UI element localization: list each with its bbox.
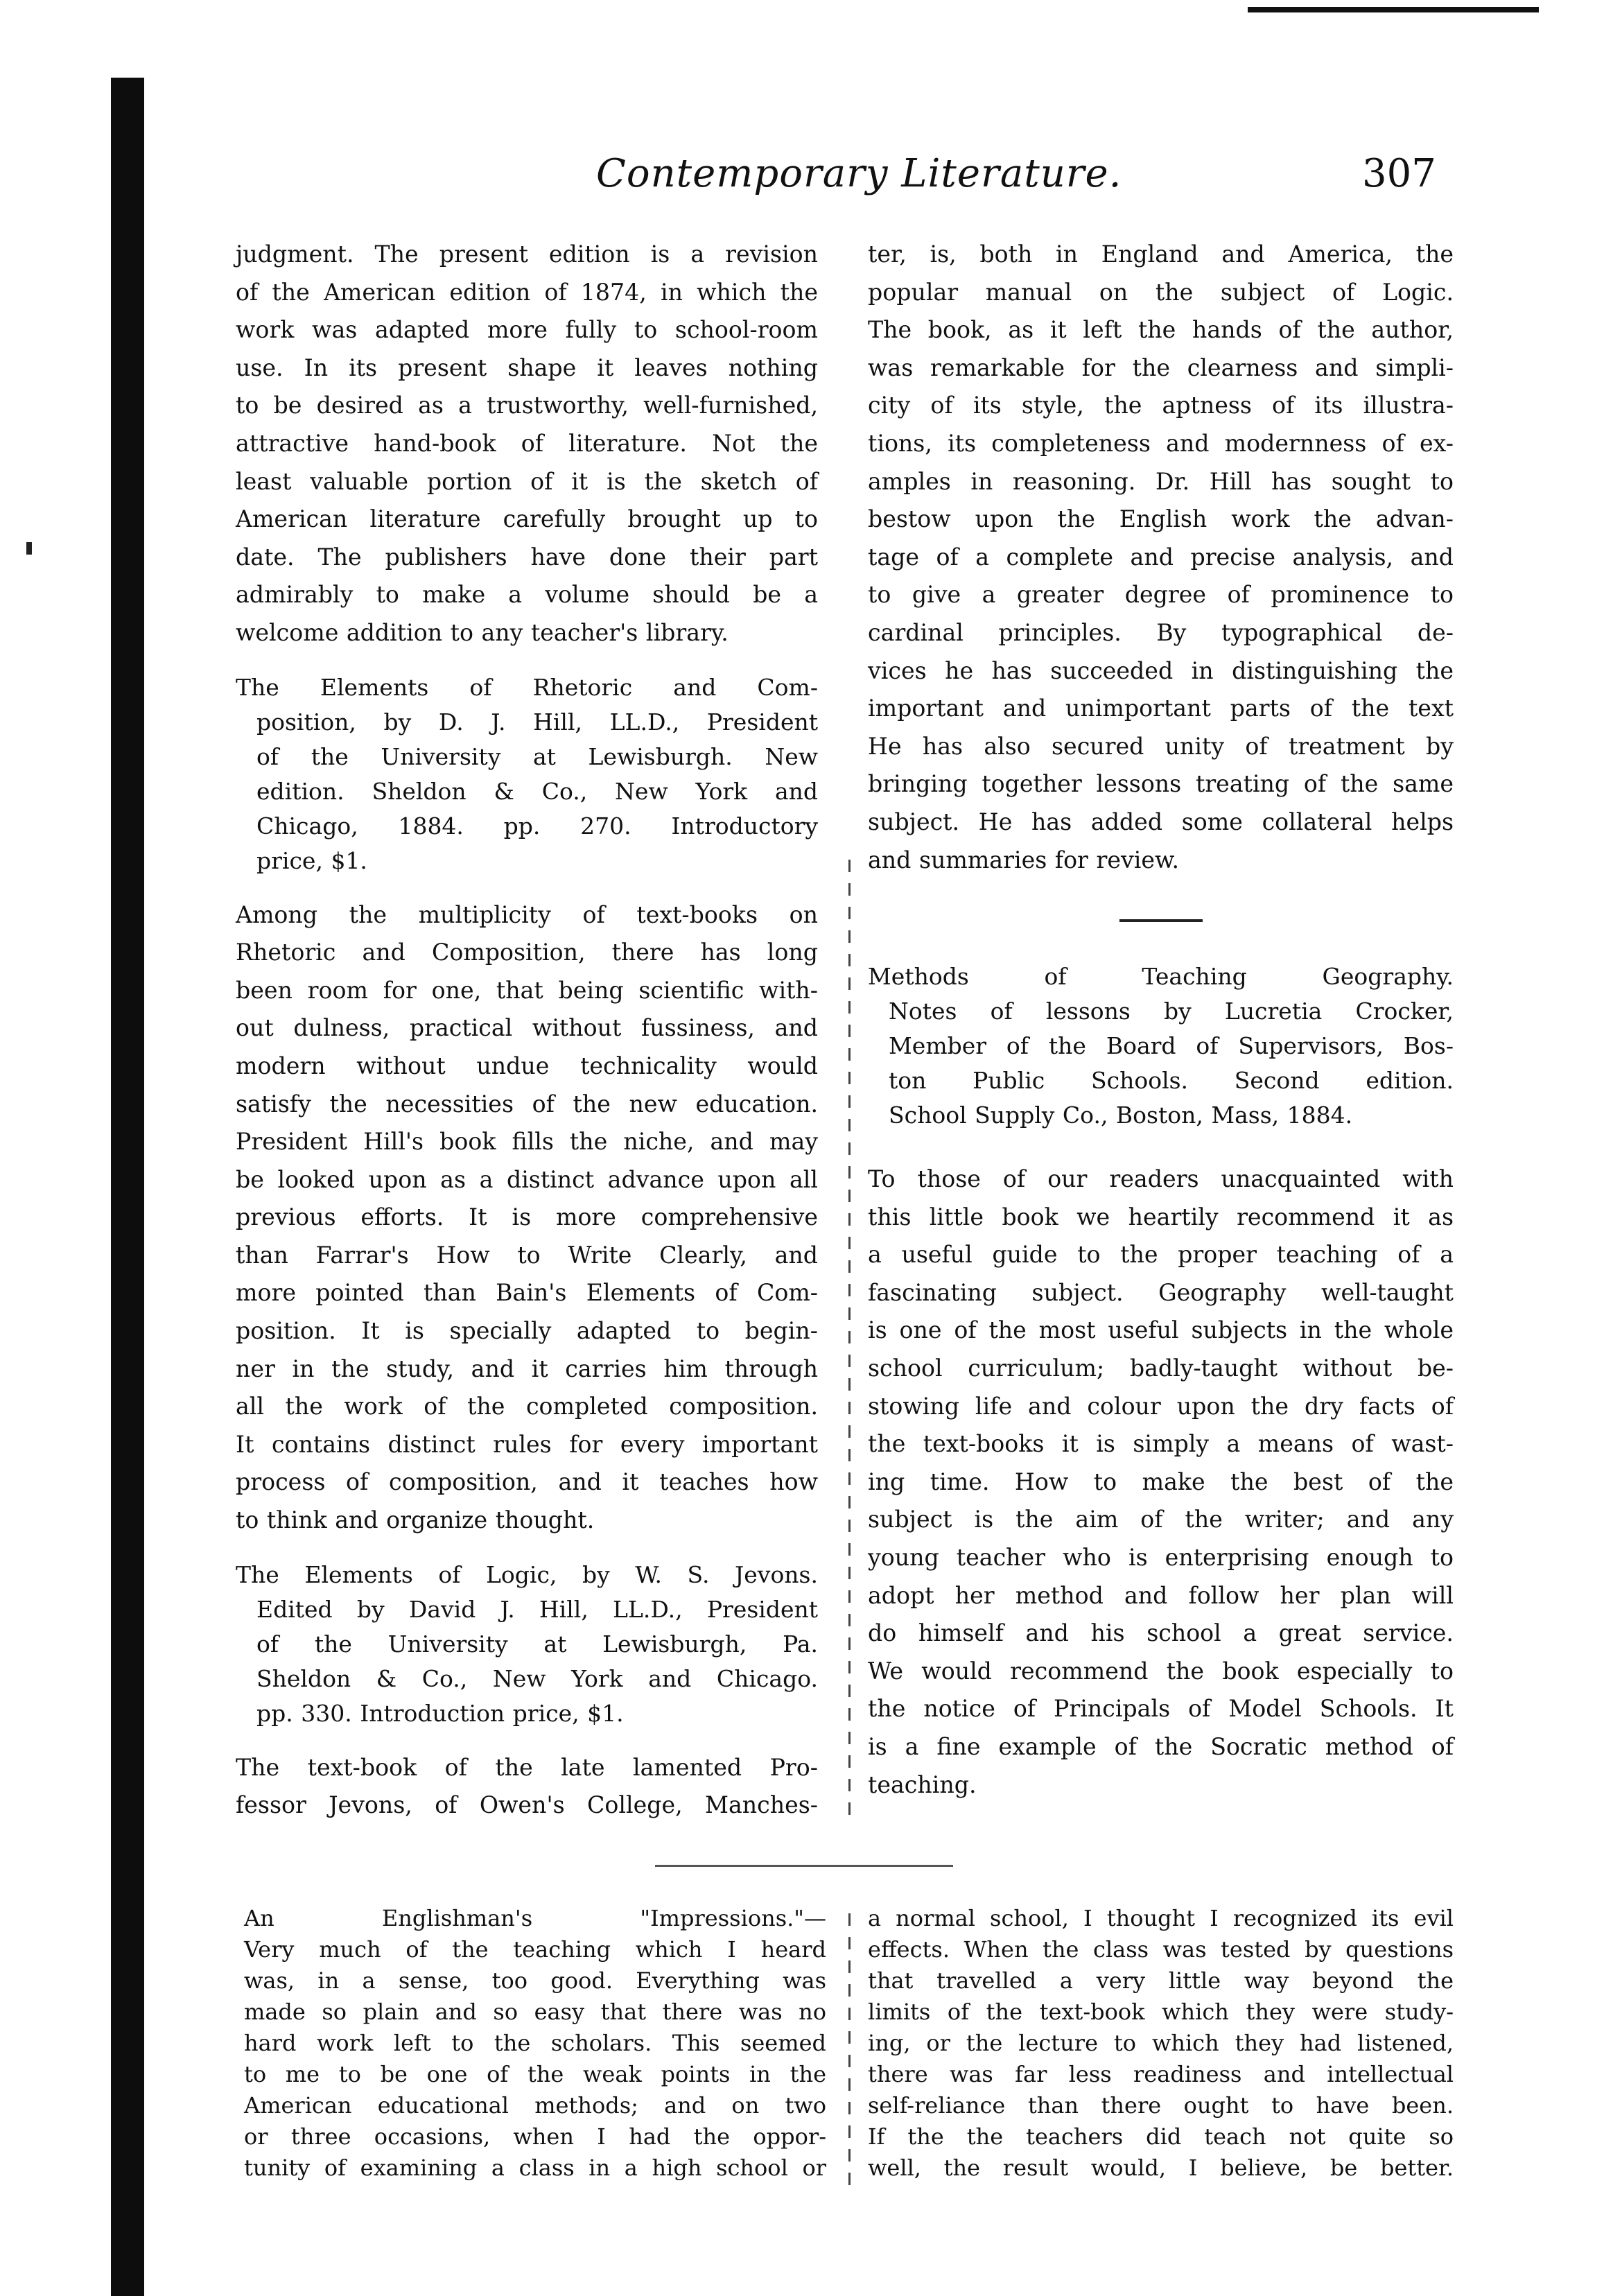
review-logic-continued: [868, 236, 1454, 879]
text-line: fessor Jevons, of Owen's College, Manches-: [236, 1791, 818, 1819]
margin-mark: [26, 542, 32, 555]
text-line: there was far less readiness and intellectual: [868, 2061, 1454, 2087]
review-literature-conclusion: [236, 236, 818, 652]
text-line: all the work of the completed composition.: [236, 1393, 818, 1420]
text-line: The book, as it left the hands of the author,: [868, 316, 1454, 344]
text-line: American literature carefully brought up to: [236, 505, 818, 533]
citation-line: pp. 330. Introduction price, $1.: [256, 1699, 624, 1727]
text-line: position. It is specially adapted to begin-: [236, 1317, 818, 1345]
citation-line: The Elements of Logic, by W. S. Jevons.: [236, 1560, 818, 1588]
text-line: subject. He has added some collateral helps: [868, 808, 1454, 835]
text-line: He has also secured unity of treatment by: [868, 732, 1454, 760]
citation-line: Methods of Teaching Geography.: [868, 963, 1454, 991]
citation-line: edition. Sheldon & Co., New York and: [256, 777, 818, 805]
text-line: date. The publishers have done their part: [236, 543, 818, 571]
citation-line: The Elements of Rhetoric and Com-: [236, 673, 818, 701]
text-line: If the the teachers did teach not quite so: [868, 2123, 1454, 2150]
citation-line: School Supply Co., Boston, Mass, 1884.: [889, 1102, 1353, 1129]
citation-line: of the University at Lewisburgh. New: [256, 742, 818, 770]
text-line: use. In its present shape it leaves nothing: [236, 354, 818, 381]
text-line: city of its style, the aptness of its illustra-: [868, 392, 1454, 419]
text-line: It contains distinct rules for every important: [236, 1430, 818, 1458]
text-line: been room for one, that being scientific with-: [236, 976, 818, 1004]
text-line: ing, or the lecture to which they had listened,: [868, 2030, 1454, 2056]
book-spine-shadow: [111, 78, 144, 2296]
text-line: is a fine example of the Socratic method of: [868, 1733, 1454, 1760]
text-line: tunity of examining a class in a high school or: [244, 2155, 826, 2181]
text-line: this little book we heartily recommend it as: [868, 1203, 1454, 1230]
text-line: ing time. How to make the best of the: [868, 1468, 1454, 1495]
text-line: previous efforts. It is more comprehensive: [236, 1203, 818, 1231]
citation-line: Notes of lessons by Lucretia Crocker,: [889, 998, 1454, 1025]
text-line: We would recommend the book especially to: [868, 1657, 1454, 1685]
text-line: To those of our readers unacquainted with: [868, 1165, 1454, 1193]
bottom-column-divider: [848, 1913, 851, 2191]
citation-line: Member of the Board of Supervisors, Bos-: [889, 1032, 1454, 1060]
text-line: bestow upon the English work the advan-: [868, 505, 1454, 533]
text-line: The text-book of the late lamented Pro-: [236, 1753, 818, 1781]
citation-line: Sheldon & Co., New York and Chicago.: [256, 1664, 818, 1692]
text-line: was remarkable for the clearness and simpli-: [868, 354, 1454, 381]
text-line: bringing together lessons treating of the same: [868, 770, 1454, 798]
text-line: than Farrar's How to Write Clearly, and: [236, 1241, 818, 1269]
text-line: is one of the most useful subjects in the whole: [868, 1316, 1454, 1344]
text-line: well, the result would, I believe, be better.: [868, 2155, 1454, 2181]
text-line: process of composition, and it teaches how: [236, 1468, 818, 1496]
text-line: young teacher who is enterprising enough to: [868, 1544, 1454, 1572]
text-line: to think and organize thought.: [236, 1506, 595, 1534]
text-line: or three occasions, when I had the oppor-: [244, 2123, 826, 2150]
book-entry-geography: [868, 959, 1454, 1133]
text-line: do himself and his school a great service.: [868, 1619, 1454, 1647]
text-line: admirably to make a volume should be a: [236, 581, 818, 609]
text-line: to be desired as a trustworthy, well-furnished,: [236, 392, 818, 419]
text-line: school curriculum; badly-taught without be-: [868, 1355, 1454, 1382]
bottom-right-column: [868, 1903, 1454, 2184]
text-line: effects. When the class was tested by questions: [868, 1936, 1454, 1963]
citation-line: Chicago, 1884. pp. 270. Introductory: [256, 812, 818, 840]
citation-line: price, $1.: [256, 846, 367, 874]
text-line: out dulness, practical without fussiness, and: [236, 1014, 818, 1042]
text-line: fascinating subject. Geography well-taught: [868, 1278, 1454, 1306]
text-line: to give a greater degree of prominence to: [868, 581, 1454, 609]
text-line: work was adapted more fully to school-room: [236, 316, 818, 344]
book-entry-logic: [236, 1558, 818, 1731]
review-rhetoric: [236, 896, 818, 1540]
running-title: Contemporary Literature.: [596, 151, 1122, 196]
text-line: the notice of Principals of Model Schools. It: [868, 1695, 1454, 1723]
text-line: tions, its completeness and modernness of ex-: [868, 429, 1454, 457]
text-line: and summaries for review.: [868, 846, 1179, 873]
text-line: subject is the aim of the writer; and any: [868, 1506, 1454, 1533]
review-geography: [868, 1160, 1454, 1804]
text-line: ter, is, both in England and America, the: [868, 241, 1454, 268]
text-line: satisfy the necessities of the new education.: [236, 1090, 818, 1117]
text-line: Rhetoric and Composition, there has long: [236, 939, 818, 966]
text-line: stowing life and colour upon the dry facts of: [868, 1392, 1454, 1420]
text-line: ner in the study, and it carries him through: [236, 1355, 818, 1382]
text-line: judgment. The present edition is a revision: [236, 241, 818, 268]
citation-line: ton Public Schools. Second edition.: [889, 1067, 1454, 1095]
text-line: hard work left to the scholars. This seemed: [244, 2030, 826, 2056]
text-line: modern without undue technicality would: [236, 1052, 818, 1079]
top-edge-rule: [1248, 7, 1539, 12]
review-logic-start: [236, 1749, 818, 1825]
text-line: An Englishman's "Impressions."—: [244, 1905, 826, 1931]
text-line: tage of a complete and precise analysis, and: [868, 543, 1454, 571]
text-line: welcome addition to any teacher's library.: [236, 618, 729, 646]
text-line: attractive hand-book of literature. Not the: [236, 429, 818, 457]
text-line: least valuable portion of it is the sketch of: [236, 467, 818, 495]
section-divider-rule: [655, 1865, 953, 1867]
text-line: Among the multiplicity of text-books on: [236, 901, 818, 928]
text-line: popular manual on the subject of Logic.: [868, 278, 1454, 306]
right-column: [868, 236, 1454, 1804]
text-line: adopt her method and follow her plan will: [868, 1581, 1454, 1609]
text-line: teaching.: [868, 1771, 977, 1798]
text-line: a normal school, I thought I recognized its evil: [868, 1905, 1454, 1931]
text-line: the text-books it is simply a means of wast-: [868, 1430, 1454, 1458]
text-line: important and unimportant parts of the text: [868, 695, 1454, 722]
left-column: [236, 236, 818, 1825]
text-line: cardinal principles. By typographical de-: [868, 618, 1454, 646]
text-line: that travelled a very little way beyond the: [868, 1967, 1454, 1994]
bottom-left-column: [244, 1903, 826, 2184]
text-line: to me to be one of the weak points in the: [244, 2061, 826, 2087]
text-line: amples in reasoning. Dr. Hill has sought to: [868, 467, 1454, 495]
column-divider: [848, 860, 851, 1816]
page-number: 307: [1362, 151, 1436, 196]
text-line: American educational methods; and on two: [244, 2092, 826, 2119]
text-line: Very much of the teaching which I heard: [244, 1936, 826, 1963]
text-line: of the American edition of 1874, in which the: [236, 278, 818, 306]
book-entry-rhetoric: [236, 670, 818, 878]
text-line: be looked upon as a distinct advance upon all: [236, 1165, 818, 1193]
text-line: self-reliance than there ought to have been.: [868, 2092, 1454, 2119]
text-line: President Hill's book fills the niche, and may: [236, 1128, 818, 1156]
text-line: made so plain and so easy that there was no: [244, 1999, 826, 2025]
text-line: more pointed than Bain's Elements of Com-: [236, 1279, 818, 1307]
citation-line: Edited by David J. Hill, LL.D., President: [256, 1595, 818, 1623]
citation-line: of the University at Lewisburgh, Pa.: [256, 1630, 818, 1658]
text-line: was, in a sense, too good. Everything was: [244, 1967, 826, 1994]
citation-line: position, by D. J. Hill, LL.D., President: [256, 708, 818, 736]
section-dash: [1119, 919, 1203, 922]
text-line: vices he has succeeded in distinguishing the: [868, 656, 1454, 684]
text-line: limits of the text-book which they were study-: [868, 1999, 1454, 2025]
text-line: a useful guide to the proper teaching of a: [868, 1241, 1454, 1269]
